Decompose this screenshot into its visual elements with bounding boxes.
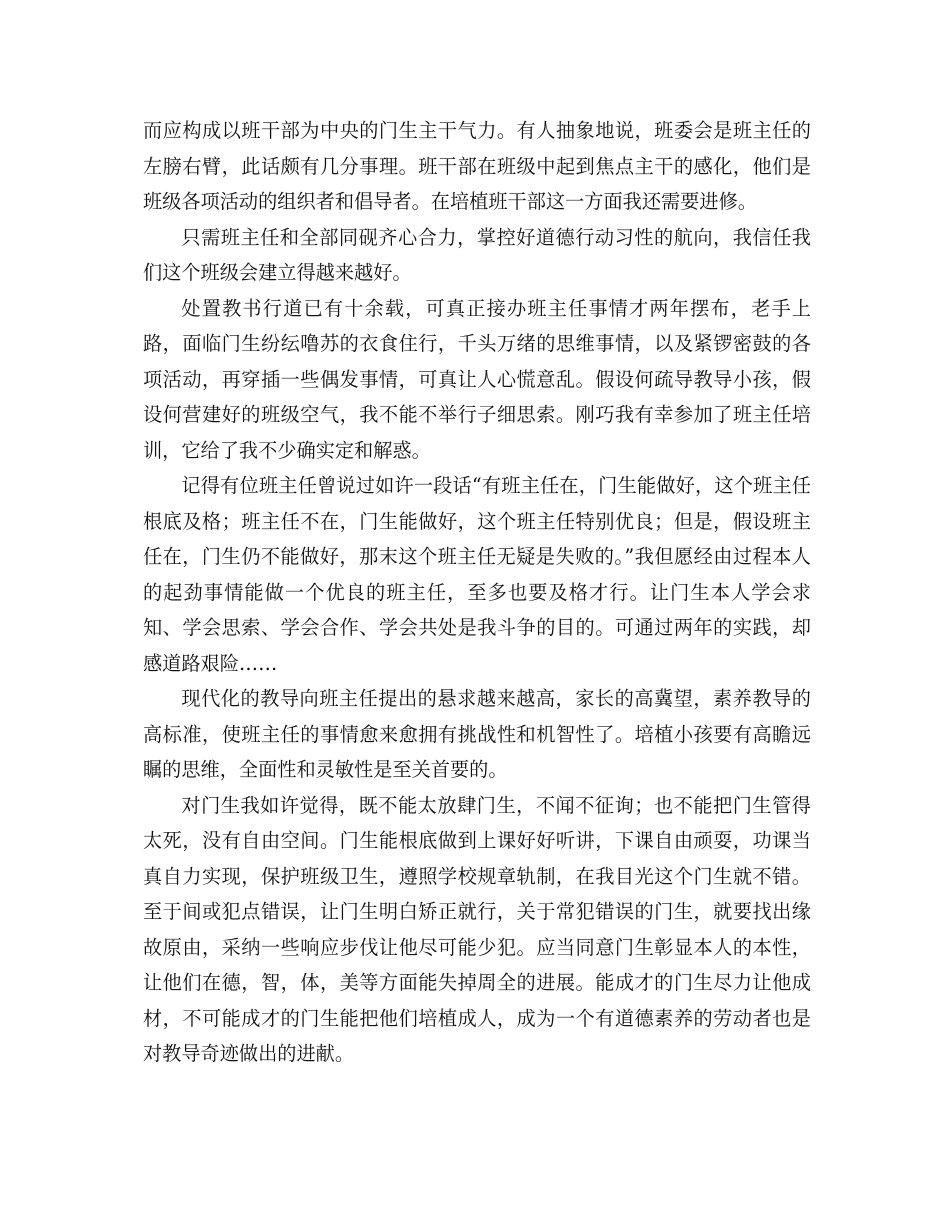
paragraph-4: 记得有位班主任曾说过如许一段话“有班主任在，门生能做好，这个班主任根底及格；班主任不在，门生能做好，这个班主任特别优良；但是，假设班主任在，门生仍不能做好，那末这个班主任无疑是失败的。”我但愿经由过程本人的起劲事情能做一个优良的班主任，至多也要及格才行。让门生本人学会求知、学会思索、学会合作、学会共处是我斗争的目的。可通过两年的实践，却感道路艰险…… (143, 474, 811, 675)
paragraph-6: 对门生我如许觉得，既不能太放肆门生，不闻不征询；也不能把门生管得太死，没有自由空间。门生能根底做到上课好好听讲，下课自由顽耍，功课当真自力实现，保护班级卫生，遵照学校规章轨制，在我目光这个门生就不错。至于间或犯点错误，让门生明白矫正就行，关于常犯错误的门生，就要找出缘故原由，采纳一些响应步伐让他尽可能少犯。应当同意门生彰显本人的本性，让他们在德，智，体，美等方面能失掉周全的进展。能成才的门生尽力让他成材，不可能成才的门生能把他们培植成人，成为一个有道德素养的劳动者也是对教导奇迹做出的进献。 (143, 793, 811, 1065)
paragraph-2: 只需班主任和全部同砚齐心合力，掌控好道德行动习性的航向，我信任我们这个班级会建立得越来越好。 (143, 225, 811, 284)
paragraph-1: 而应构成以班干部为中央的门生主干气力。有人抽象地说，班委会是班主任的左膀右臂，此话颇有几分事理。班干部在班级中起到焦点主干的感化，他们是班级各项活动的组织者和倡导者。在培植班干部这一方面我还需要进修。 (143, 119, 811, 213)
paragraph-3: 处置教书行道已有十余载，可真正接办班主任事情才两年摆布，老手上路，面临门生纷纭噜苏的衣食住行，千头万绪的思维事情，以及紧锣密鼓的各项活动，再穿插一些偶发事情，可真让人心慌意乱。假设何疏导教导小孩，假设何营建好的班级空气，我不能不举行子细思索。刚巧我有幸参加了班主任培训，它给了我不少确实定和解惑。 (143, 296, 811, 462)
paragraph-5: 现代化的教导向班主任提出的悬求越来越高，家长的高冀望，素养教导的高标准，使班主任的事情愈来愈拥有挑战性和机智性了。培植小孩要有高瞻远瞩的思维，全面性和灵敏性是至关首要的。 (143, 687, 811, 781)
document-body (143, 113, 811, 1072)
